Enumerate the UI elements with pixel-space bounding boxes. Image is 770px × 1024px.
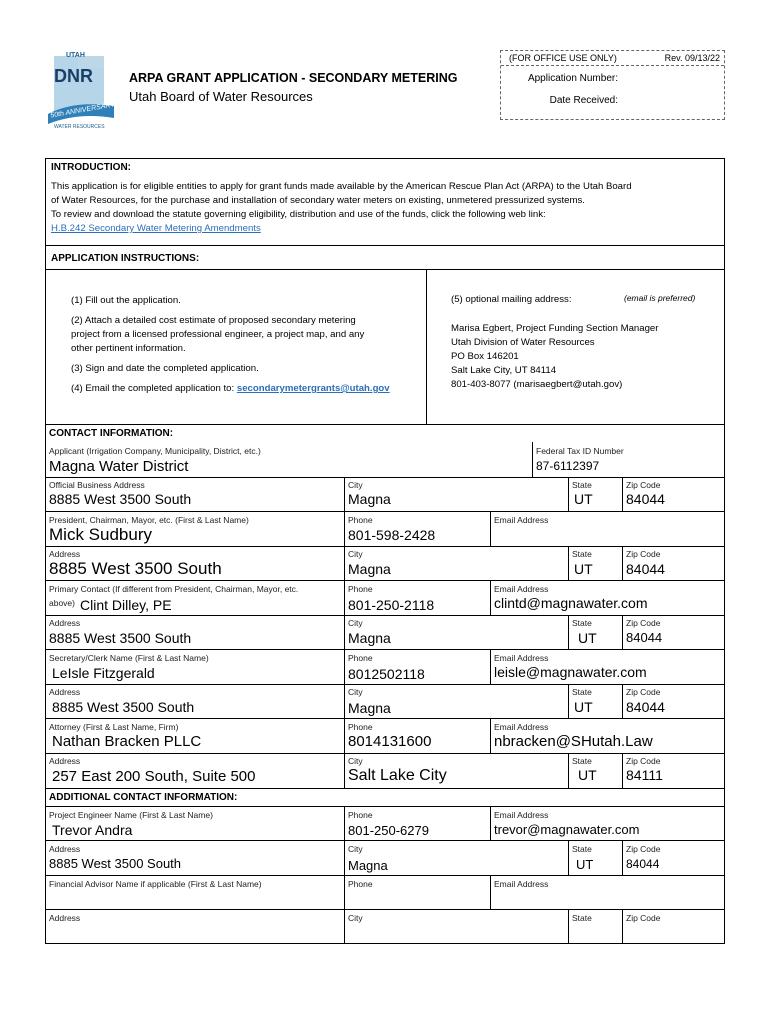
president-city-label: City bbox=[348, 549, 363, 559]
secretary-address-label: Address bbox=[49, 687, 81, 697]
secretary-email-field[interactable]: leisle@magnawater.com bbox=[494, 664, 647, 680]
attorney-address-field[interactable]: 257 East 200 South, Suite 500 bbox=[52, 768, 256, 785]
office-use-label: (FOR OFFICE USE ONLY) bbox=[509, 53, 617, 63]
date-received-field[interactable] bbox=[621, 93, 719, 109]
primary-email-label: Email Address bbox=[494, 584, 549, 594]
business-zip-field[interactable]: 84044 bbox=[626, 491, 665, 507]
attorney-email-field[interactable]: nbracken@SHutah.Law bbox=[494, 733, 653, 750]
primary-address-label: Address bbox=[49, 618, 81, 628]
instruction-step-2-c: other pertinent information. bbox=[71, 343, 186, 354]
business-city-field[interactable]: Magna bbox=[348, 491, 391, 507]
advisor-email-field[interactable] bbox=[494, 890, 720, 906]
attorney-phone-field[interactable]: 8014131600 bbox=[348, 733, 432, 750]
application-number-field[interactable] bbox=[621, 71, 719, 87]
president-label: President, Chairman, Mayor, etc. (First & Last Name) bbox=[49, 515, 249, 525]
mailing-address-line-2: Utah Division of Water Resources bbox=[451, 337, 595, 348]
president-field[interactable]: Mick Sudbury bbox=[49, 525, 152, 544]
secretary-city-label: City bbox=[348, 687, 363, 697]
instruction-step-5: (5) optional mailing address: bbox=[451, 294, 572, 305]
advisor-city-label: City bbox=[348, 913, 363, 923]
president-phone-field[interactable]: 801-598-2428 bbox=[348, 527, 436, 543]
applicant-label: Applicant (Irrigation Company, Municipality, District, etc.) bbox=[49, 446, 261, 456]
email-preferred-note: (email is preferred) bbox=[624, 293, 696, 303]
secretary-state-label: State bbox=[572, 687, 592, 697]
advisor-city-field[interactable] bbox=[348, 924, 563, 940]
president-address-label: Address bbox=[49, 549, 81, 559]
applicant-field[interactable]: Magna Water District bbox=[49, 458, 189, 475]
president-state-field[interactable]: UT bbox=[574, 561, 593, 577]
instruction-step-4: (4) Email the completed application to: bbox=[71, 383, 235, 394]
primary-email-field[interactable]: clintd@magnawater.com bbox=[494, 595, 648, 611]
intro-line-1: This application is for eligible entities to apply for grant funds made available by the American Rescue Plan Act (ARPA) to the Utah Board bbox=[51, 181, 632, 192]
primary-city-label: City bbox=[348, 618, 363, 628]
secretary-field[interactable]: LeIsle Fitzgerald bbox=[52, 665, 155, 681]
advisor-label: Financial Advisor Name if applicable (First & Last Name) bbox=[49, 879, 262, 889]
instruction-step-2-b: project from a licensed professional engineer, a project map, and any bbox=[71, 329, 365, 340]
attorney-phone-label: Phone bbox=[348, 722, 373, 732]
engineer-email-label: Email Address bbox=[494, 810, 549, 820]
attorney-city-field[interactable]: Salt Lake City bbox=[348, 767, 447, 784]
logo-anniversary: 50th ANNIVERSARY bbox=[49, 101, 116, 120]
intro-line-2: of Water Resources, for the purchase and installation of secondary water meters on existing, unmetered pressurized systems. bbox=[51, 195, 585, 206]
engineer-phone-label: Phone bbox=[348, 810, 373, 820]
president-state-label: State bbox=[572, 549, 592, 559]
primary-zip-field[interactable]: 84044 bbox=[626, 630, 663, 645]
advisor-field[interactable] bbox=[49, 890, 339, 906]
secretary-zip-field[interactable]: 84044 bbox=[626, 699, 665, 715]
business-zip-label: Zip Code bbox=[626, 480, 661, 490]
advisor-address-label: Address bbox=[49, 913, 81, 923]
engineer-field[interactable]: Trevor Andra bbox=[52, 822, 133, 838]
engineer-city-label: City bbox=[348, 844, 363, 854]
tax-id-label: Federal Tax ID Number bbox=[536, 446, 624, 456]
primary-contact-label: Primary Contact (If different from President, Chairman, Mayor, etc. bbox=[49, 584, 299, 594]
president-zip-label: Zip Code bbox=[626, 549, 661, 559]
attorney-state-label: State bbox=[572, 756, 592, 766]
secretary-email-label: Email Address bbox=[494, 653, 549, 663]
form-subtitle: Utah Board of Water Resources bbox=[129, 89, 313, 104]
instructions-heading: APPLICATION INSTRUCTIONS: bbox=[51, 253, 200, 264]
business-address-label: Official Business Address bbox=[49, 480, 145, 490]
advisor-phone-label: Phone bbox=[348, 879, 373, 889]
secretary-zip-label: Zip Code bbox=[626, 687, 661, 697]
secretary-phone-field[interactable]: 8012502118 bbox=[348, 666, 425, 682]
form-title: ARPA GRANT APPLICATION - SECONDARY METERING bbox=[129, 71, 458, 85]
business-state-field[interactable]: UT bbox=[574, 491, 593, 507]
instruction-step-3: (3) Sign and date the completed application. bbox=[71, 363, 259, 374]
president-city-field[interactable]: Magna bbox=[348, 561, 391, 577]
primary-contact-field[interactable]: Clint Dilley, PE bbox=[80, 597, 172, 613]
date-received-label: Date Received: bbox=[549, 95, 618, 106]
additional-contact-heading: ADDITIONAL CONTACT INFORMATION: bbox=[49, 792, 238, 803]
advisor-state-field[interactable] bbox=[572, 924, 618, 940]
primary-phone-field[interactable]: 801-250-2118 bbox=[348, 597, 435, 613]
logo-state: UTAH bbox=[66, 52, 85, 59]
secretary-city-field[interactable]: Magna bbox=[348, 700, 391, 716]
attorney-zip-label: Zip Code bbox=[626, 756, 661, 766]
attorney-city-label: City bbox=[348, 756, 363, 766]
mailing-address-line-1: Marisa Egbert, Project Funding Section Manager bbox=[451, 323, 659, 334]
logo-dept: WATER RESOURCES bbox=[54, 124, 105, 130]
attorney-zip-field[interactable]: 84111 bbox=[626, 767, 663, 783]
tax-id-field[interactable]: 87-6112397 bbox=[536, 459, 600, 473]
engineer-phone-field[interactable]: 801-250-6279 bbox=[348, 823, 429, 838]
primary-zip-label: Zip Code bbox=[626, 618, 661, 628]
engineer-label: Project Engineer Name (First & Last Name) bbox=[49, 810, 213, 820]
logo-org: DNR bbox=[54, 66, 93, 86]
primary-state-label: State bbox=[572, 618, 592, 628]
secretary-label: Secretary/Clerk Name (First & Last Name) bbox=[49, 653, 209, 663]
introduction-heading: INTRODUCTION: bbox=[51, 162, 131, 173]
instructions-section bbox=[45, 246, 725, 425]
contact-information-heading: CONTACT INFORMATION: bbox=[49, 428, 174, 439]
president-address-field[interactable]: 8885 West 3500 South bbox=[49, 559, 222, 578]
business-state-label: State bbox=[572, 480, 592, 490]
advisor-zip-field[interactable] bbox=[626, 924, 720, 940]
engineer-address-field[interactable]: 8885 West 3500 South bbox=[49, 856, 182, 871]
primary-contact-label-2: above) bbox=[49, 598, 75, 608]
advisor-phone-field[interactable] bbox=[348, 890, 484, 906]
secretary-address-field[interactable]: 8885 West 3500 South bbox=[52, 699, 195, 715]
engineer-email-field[interactable]: trevor@magnawater.com bbox=[494, 822, 640, 837]
instruction-step-1: (1) Fill out the application. bbox=[71, 295, 181, 306]
primary-address-field[interactable]: 8885 West 3500 South bbox=[49, 630, 192, 646]
office-use-box bbox=[500, 50, 725, 120]
mailing-address-line-3: PO Box 146201 bbox=[451, 351, 519, 362]
mailing-address-line-4: Salt Lake City, UT 84114 bbox=[451, 365, 557, 376]
submission-email-link[interactable]: secondarymetergrants@utah.gov bbox=[236, 383, 390, 394]
advisor-address-field[interactable] bbox=[49, 924, 339, 940]
attorney-email-label: Email Address bbox=[494, 722, 549, 732]
business-address-field[interactable]: 8885 West 3500 South bbox=[49, 491, 192, 507]
president-zip-field[interactable]: 84044 bbox=[626, 561, 665, 577]
instruction-step-2-a: (2) Attach a detailed cost estimate of proposed secondary metering bbox=[71, 315, 356, 326]
primary-city-field[interactable]: Magna bbox=[348, 630, 391, 646]
statute-link[interactable]: H.B.242 Secondary Water Metering Amendments bbox=[51, 223, 261, 234]
business-city-label: City bbox=[348, 480, 363, 490]
introduction-section bbox=[45, 158, 725, 246]
revision-label: Rev. 09/13/22 bbox=[664, 53, 720, 63]
attorney-label: Attorney (First & Last Name, Firm) bbox=[49, 722, 179, 732]
intro-line-3: To review and download the statute governing eligibility, distribution and use of the funds, click the following web link: bbox=[51, 209, 546, 220]
dnr-logo bbox=[44, 48, 118, 132]
engineer-address-label: Address bbox=[49, 844, 81, 854]
engineer-city-field[interactable]: Magna bbox=[348, 858, 388, 873]
secretary-state-field[interactable]: UT bbox=[574, 699, 593, 715]
engineer-zip-label: Zip Code bbox=[626, 844, 661, 854]
attorney-address-label: Address bbox=[49, 756, 81, 766]
mailing-address-line-5: 801-403-8077 (marisaegbert@utah.gov) bbox=[451, 379, 623, 390]
president-email-label: Email Address bbox=[494, 515, 549, 525]
president-phone-label: Phone bbox=[348, 515, 373, 525]
advisor-zip-label: Zip Code bbox=[626, 913, 661, 923]
advisor-state-label: State bbox=[572, 913, 592, 923]
engineer-state-label: State bbox=[572, 844, 592, 854]
attorney-state-field[interactable]: UT bbox=[578, 767, 597, 783]
engineer-zip-field[interactable]: 84044 bbox=[626, 857, 660, 871]
secretary-phone-label: Phone bbox=[348, 653, 373, 663]
engineer-state-field[interactable]: UT bbox=[576, 857, 594, 872]
advisor-email-label: Email Address bbox=[494, 879, 549, 889]
primary-state-field[interactable]: UT bbox=[578, 630, 597, 646]
attorney-field[interactable]: Nathan Bracken PLLC bbox=[52, 733, 202, 750]
primary-phone-label: Phone bbox=[348, 584, 373, 594]
application-number-label: Application Number: bbox=[527, 73, 618, 84]
